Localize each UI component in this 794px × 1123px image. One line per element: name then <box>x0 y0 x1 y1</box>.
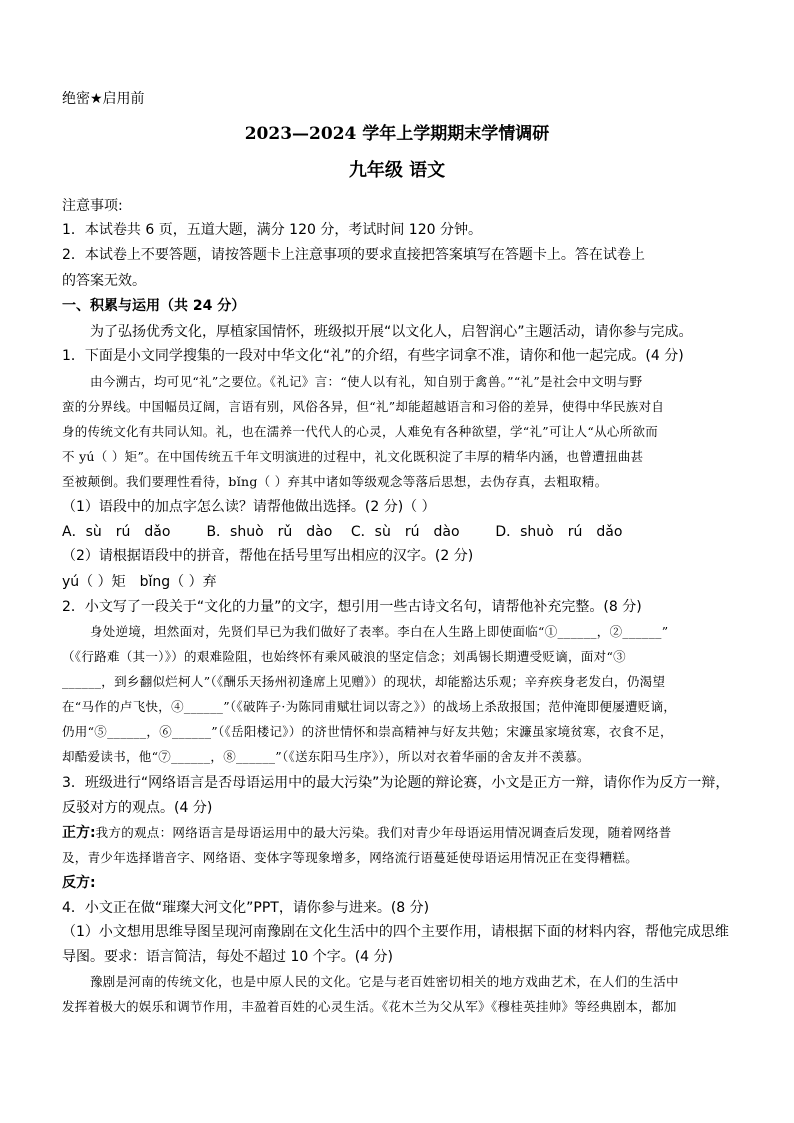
q2-stem: 2．小文写了一段关于“文化的力量”的文字，想引用一些古诗文名句，请帮他补充完整。(8 分) <box>62 599 642 615</box>
section-intro: 为了弘扬优秀文化，厚植家国情怀，班级拟开展“以文化人，启智润心”主题活动，请你参与完成。 <box>90 324 693 340</box>
q4-sub1: 导图。要求：语言简洁，每处不超过 10 个字。(4 分) <box>62 949 393 965</box>
q4-stem: 4．小文正在做“璀璨大河文化”PPT，请你参与进来。(8 分) <box>62 900 430 916</box>
notes-item: 的答案无效。 <box>62 273 146 289</box>
q4-passage-line: 豫剧是河南的传统文化，也是中原人民的文化。它是与老百姓密切相关的地方戏曲艺术，在人们的生活中 <box>90 974 679 989</box>
option-a: A．sù rú dǎo <box>62 524 171 540</box>
q2-passage-line: 却酷爱读书，他“⑦______，⑧______”（《送东阳马生序》），所以对衣着华丽的舍友并不羡慕。 <box>62 749 590 764</box>
q2-passage-line: 在“马作的卢飞快，④______”（《破阵子·为陈同甫赋壮词以寄之》）的战场上杀敌报国；范仲淹即便屡遭贬谪， <box>62 699 677 714</box>
q1-passage-line: 身的传统文化有共同认知。礼，也在濡养一代代人的心灵，人难免有各种欲望，学“礼”可让人“从心所欲而 <box>62 424 659 439</box>
pro-text: 我方的观点：网络语言是母语运用中的最大污染。我们对青少年母语运用情况调查后发现，随着网络普 <box>95 825 672 840</box>
option-b: B．shuò rǔ dào <box>206 524 333 540</box>
q3-pro-line <box>62 823 734 843</box>
section-heading: 一、积累与运用（共 24 分） <box>62 298 246 314</box>
q1-sub1: （1）语段中的加点字怎么读？请帮他做出选择。(2 分)（ ） <box>62 499 436 515</box>
pro-label: 正方: <box>62 825 96 841</box>
q1-passage-line: 由今溯古，均可见“礼”之要位。《礼记》言：“使人以有礼，知自别于禽兽。”“礼”是社会中文明与野 <box>90 374 643 389</box>
notes-item: 2．本试卷上不要答题，请按答题卡上注意事项的要求直接把答案填写在答题卡上。答在试卷上 <box>62 247 645 263</box>
q1-answer-line: yú（ ）矩 bǐng（ ）弃 <box>62 574 217 590</box>
con-label: 反方: <box>62 875 96 891</box>
q1-passage-line: 蛮的分界线。中国幅员辽阔，言语有别，风俗各异，但“礼”却能超越语言和习俗的差异，使得中华民族对自 <box>62 399 665 414</box>
q1-passage-line: 不 yú（ ）矩”。在中国传统五千年文明演进的过程中，礼文化既积淀了丰厚的精华内涵，也曾遭扭曲甚 <box>62 449 644 464</box>
option-c: C．sù rú dào <box>350 524 460 540</box>
q3-stem: 3．班级进行“网络语言是否母语运用中的最大污染”为论题的辩论赛，小文是正方一辩，请你作为反方一辩， <box>62 775 730 791</box>
exam-subtitle: 九年级 语文 <box>348 160 446 181</box>
q3-pro-line: 及，青少年选择谐音字、网络语、变体字等现象增多，网络流行语蔓延使母语运用情况正在变得糟糕。 <box>62 850 639 865</box>
q1-options <box>62 522 734 542</box>
q1-sub2: （2）请根据语段中的拼音，帮他在括号里写出相应的汉字。(2 分) <box>62 548 474 564</box>
q2-passage-line: ______，到乡翻似烂柯人”（《酬乐天扬州初逢席上见赠》）的现状，却能豁达乐观；辛弃疾身老发白，仍渴望 <box>62 674 666 689</box>
q1-stem: 1．下面是小文同学搜集的一段对中华文化“礼”的介绍，有些字词拿不准，请你和他一起完成。(4 分) <box>62 348 684 364</box>
q2-passage-line: （《行路难（其一）》）的艰难险阻，也始终怀有乘风破浪的坚定信念；刘禹锡长期遭受贬谪，面对“③ <box>62 649 626 664</box>
q2-passage-line: 身处逆境，坦然面对，先贤们早已为我们做好了表率。李白在人生路上即使面临“①______，②______” <box>90 624 669 639</box>
exam-title: 2023—2024 学年上学期期末学情调研 <box>244 124 550 144</box>
option-d: D．shuò rú dǎo <box>495 524 623 540</box>
q4-sub1: （1）小文想用思维导图呈现河南豫剧在文化生活中的四个主要作用，请根据下面的材料内容，帮他完成思维 <box>62 924 729 940</box>
notes-item: 1．本试卷共 6 页，五道大题，满分 120 分，考试时间 120 分钟。 <box>62 222 482 238</box>
secret-label: 绝密★启用前 <box>62 91 145 107</box>
q2-passage-line: 仍用“⑤______，⑥______”（《岳阳楼记》）的济世情怀和崇高精神与好友共勉；宋濂虽家境贫寒，衣食不足， <box>62 724 673 739</box>
q4-passage-line: 发挥着极大的娱乐和调节作用，丰盈着百姓的心灵生活。《花木兰为父从军》《穆桂英挂帅》等经典剧本，都加 <box>62 999 677 1014</box>
q3-stem: 反驳对方的观点。(4 分) <box>62 800 213 816</box>
q1-passage-line: 至被颠倒。我们要理性看待，bǐng（ ）弃其中诸如等级观念等落后思想，去伪存真，去粗取精。 <box>62 474 608 489</box>
notes-heading: 注意事项: <box>62 198 123 214</box>
